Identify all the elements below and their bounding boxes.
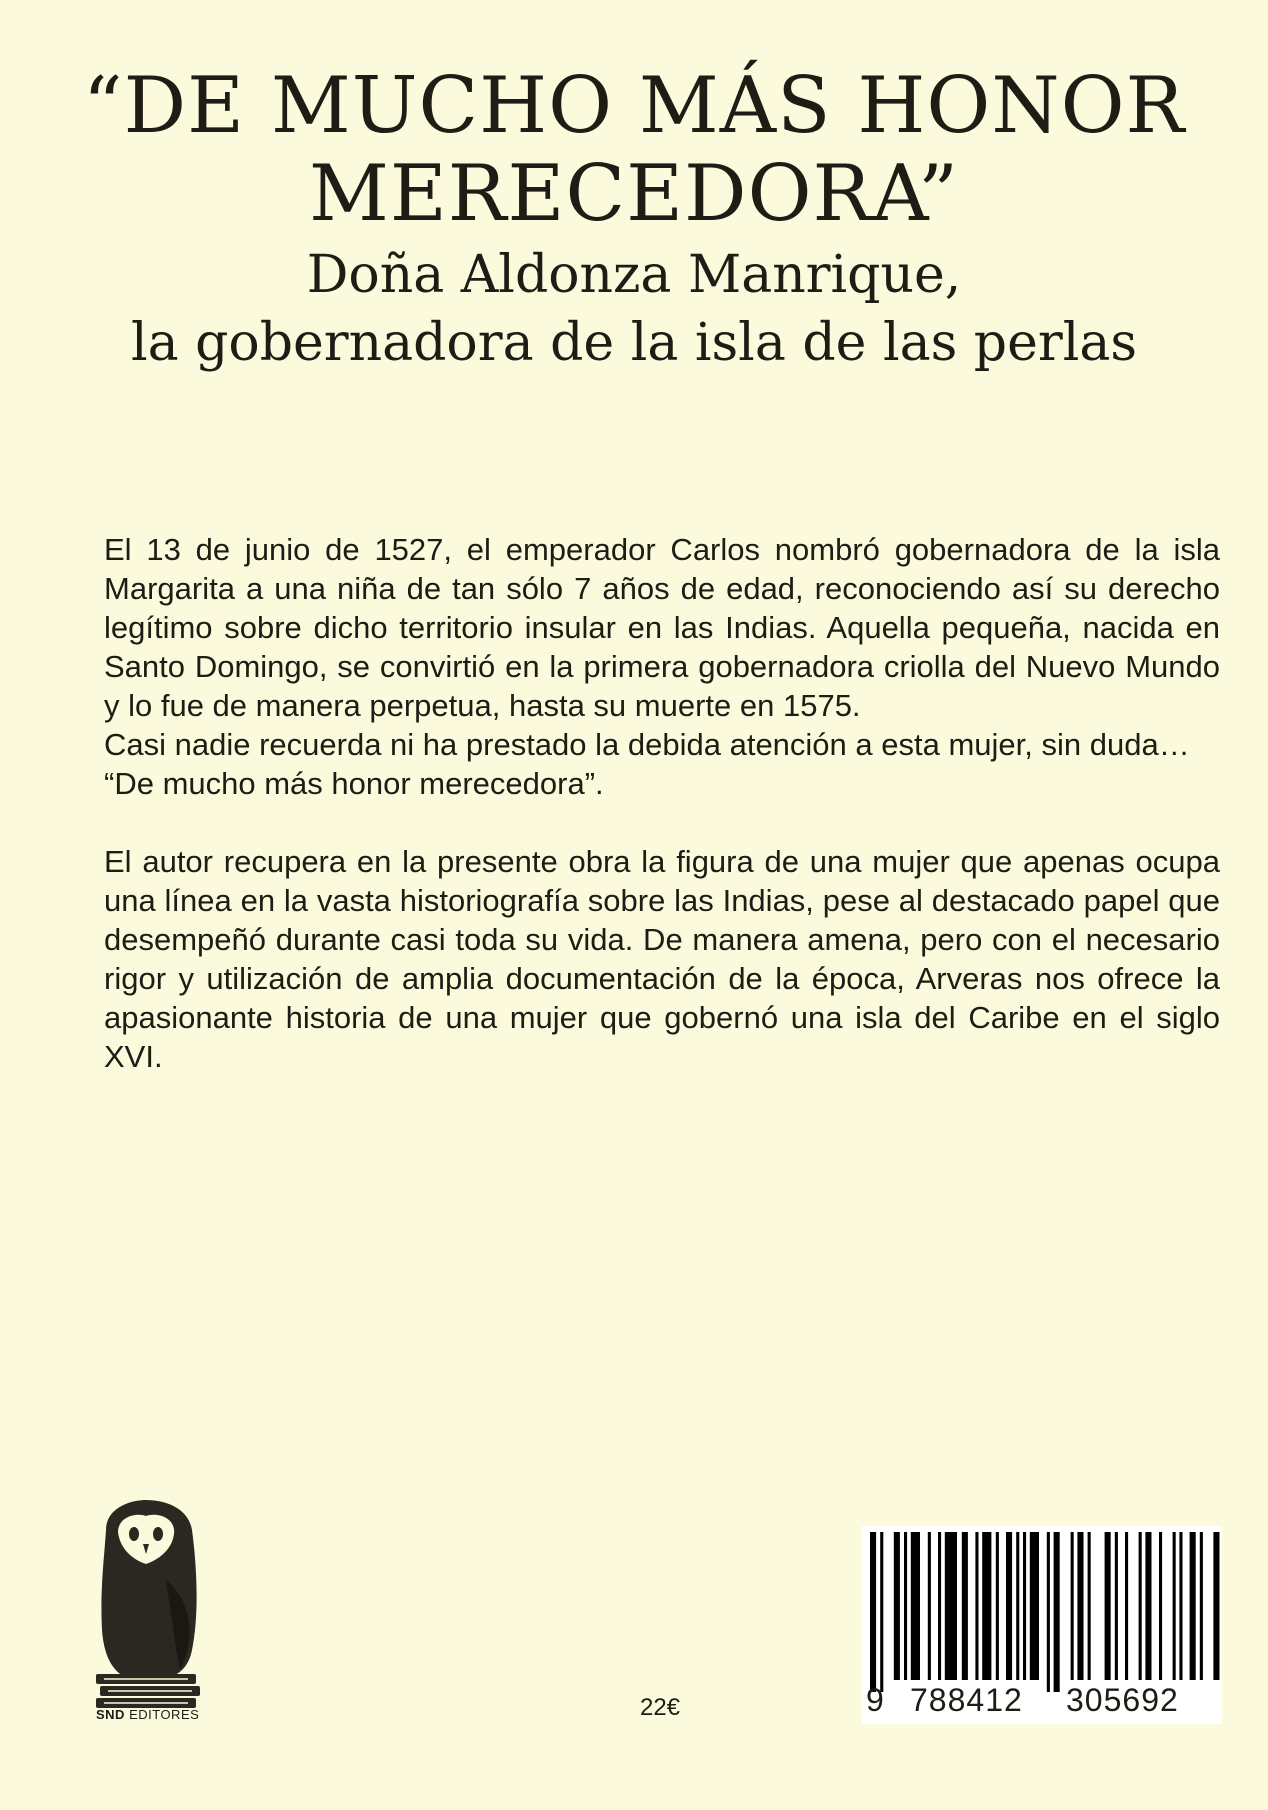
barcode-bar	[1030, 1532, 1039, 1680]
barcode-bar	[962, 1532, 968, 1680]
barcode-bar	[1200, 1532, 1203, 1680]
barcode-bar	[1145, 1532, 1151, 1680]
synopsis	[104, 530, 1220, 1076]
barcode-bar	[1179, 1532, 1182, 1680]
synopsis-paragraph-2: Casi nadie recuerda ni ha prestado la debida atención a esta mujer, sin duda…	[104, 727, 1190, 762]
isbn-left-digits: 788412	[910, 1682, 1023, 1718]
barcode-bar	[894, 1532, 900, 1680]
barcode-bar	[904, 1532, 907, 1680]
barcode-bar	[975, 1532, 978, 1680]
barcode-bar	[996, 1532, 999, 1680]
barcode-bar	[982, 1532, 991, 1680]
barcode-bar	[1139, 1532, 1142, 1680]
barcode-bar	[1016, 1532, 1019, 1680]
isbn-prefix: 9	[866, 1682, 884, 1718]
barcode-bar	[880, 1532, 883, 1692]
barcode-bar	[1054, 1532, 1060, 1692]
barcode-bar	[1190, 1532, 1196, 1680]
publisher-name-rest: EDITORES	[124, 1707, 200, 1722]
synopsis-paragraph-3: “De mucho más honor merecedora”.	[104, 766, 604, 801]
barcode-bar	[1077, 1532, 1083, 1680]
barcode-bar	[911, 1532, 920, 1680]
barcode-bar	[928, 1532, 931, 1680]
barcode	[862, 1526, 1222, 1724]
price: 22€	[639, 1694, 681, 1721]
subtitle-line-2: la gobernadora de la isla de las perlas	[130, 313, 1138, 373]
barcode-bar	[1006, 1532, 1012, 1680]
owl-on-books-icon	[96, 1500, 208, 1716]
title-line-2: MERECEDORA”	[308, 149, 960, 239]
barcode-bar	[870, 1532, 876, 1692]
barcode-bar	[1105, 1532, 1111, 1680]
isbn-right-digits: 305692	[1066, 1682, 1179, 1718]
publisher-name	[96, 1707, 199, 1722]
synopsis-paragraph-4: El autor recupera en la presente obra la figura de una mujer que apenas ocupa una línea en la vasta historiografía sobre las Indias, pese al destacado papel que desempeñó durante casi toda su vida. De manera amena, pero con el necesario rigor y utilización de amplia documentación de la época, Arveras nos ofrece la apasionante historia de una mujer que gobernó una isla del Caribe en el siglo XVI.	[104, 844, 1220, 1074]
barcode-bar	[1213, 1532, 1219, 1680]
subtitle-line-1: Doña Aldonza Manrique,	[306, 245, 962, 305]
barcode-bar	[938, 1532, 941, 1680]
barcode-bar	[1115, 1532, 1118, 1680]
book-title	[60, 62, 1208, 374]
barcode-bar	[1173, 1532, 1176, 1680]
barcode-bar	[1125, 1532, 1128, 1680]
barcode-bar	[1047, 1532, 1050, 1692]
barcode-bar	[945, 1532, 957, 1680]
synopsis-paragraph-1: El 13 de junio de 1527, el emperador Carlos nombró gobernadora de la isla Margarita a una niña de tan sólo 7 años de edad, reconociendo así su derecho legítimo sobre dicho territorio insular en las Indias. Aquella pequeña, nacida en Santo Domingo, se convirtió en la primera gobernadora criolla del Nuevo Mundo y lo fue de manera perpetua, hasta su muerte en 1575.	[104, 532, 1220, 723]
title-line-1: “DE MUCHO MÁS HONOR	[82, 61, 1186, 151]
publisher-name-bold: SND	[96, 1707, 125, 1722]
barcode-bar	[1159, 1532, 1162, 1680]
barcode-bar	[1088, 1532, 1091, 1680]
barcode-bar	[1071, 1532, 1074, 1680]
barcode-bar	[1023, 1532, 1026, 1680]
